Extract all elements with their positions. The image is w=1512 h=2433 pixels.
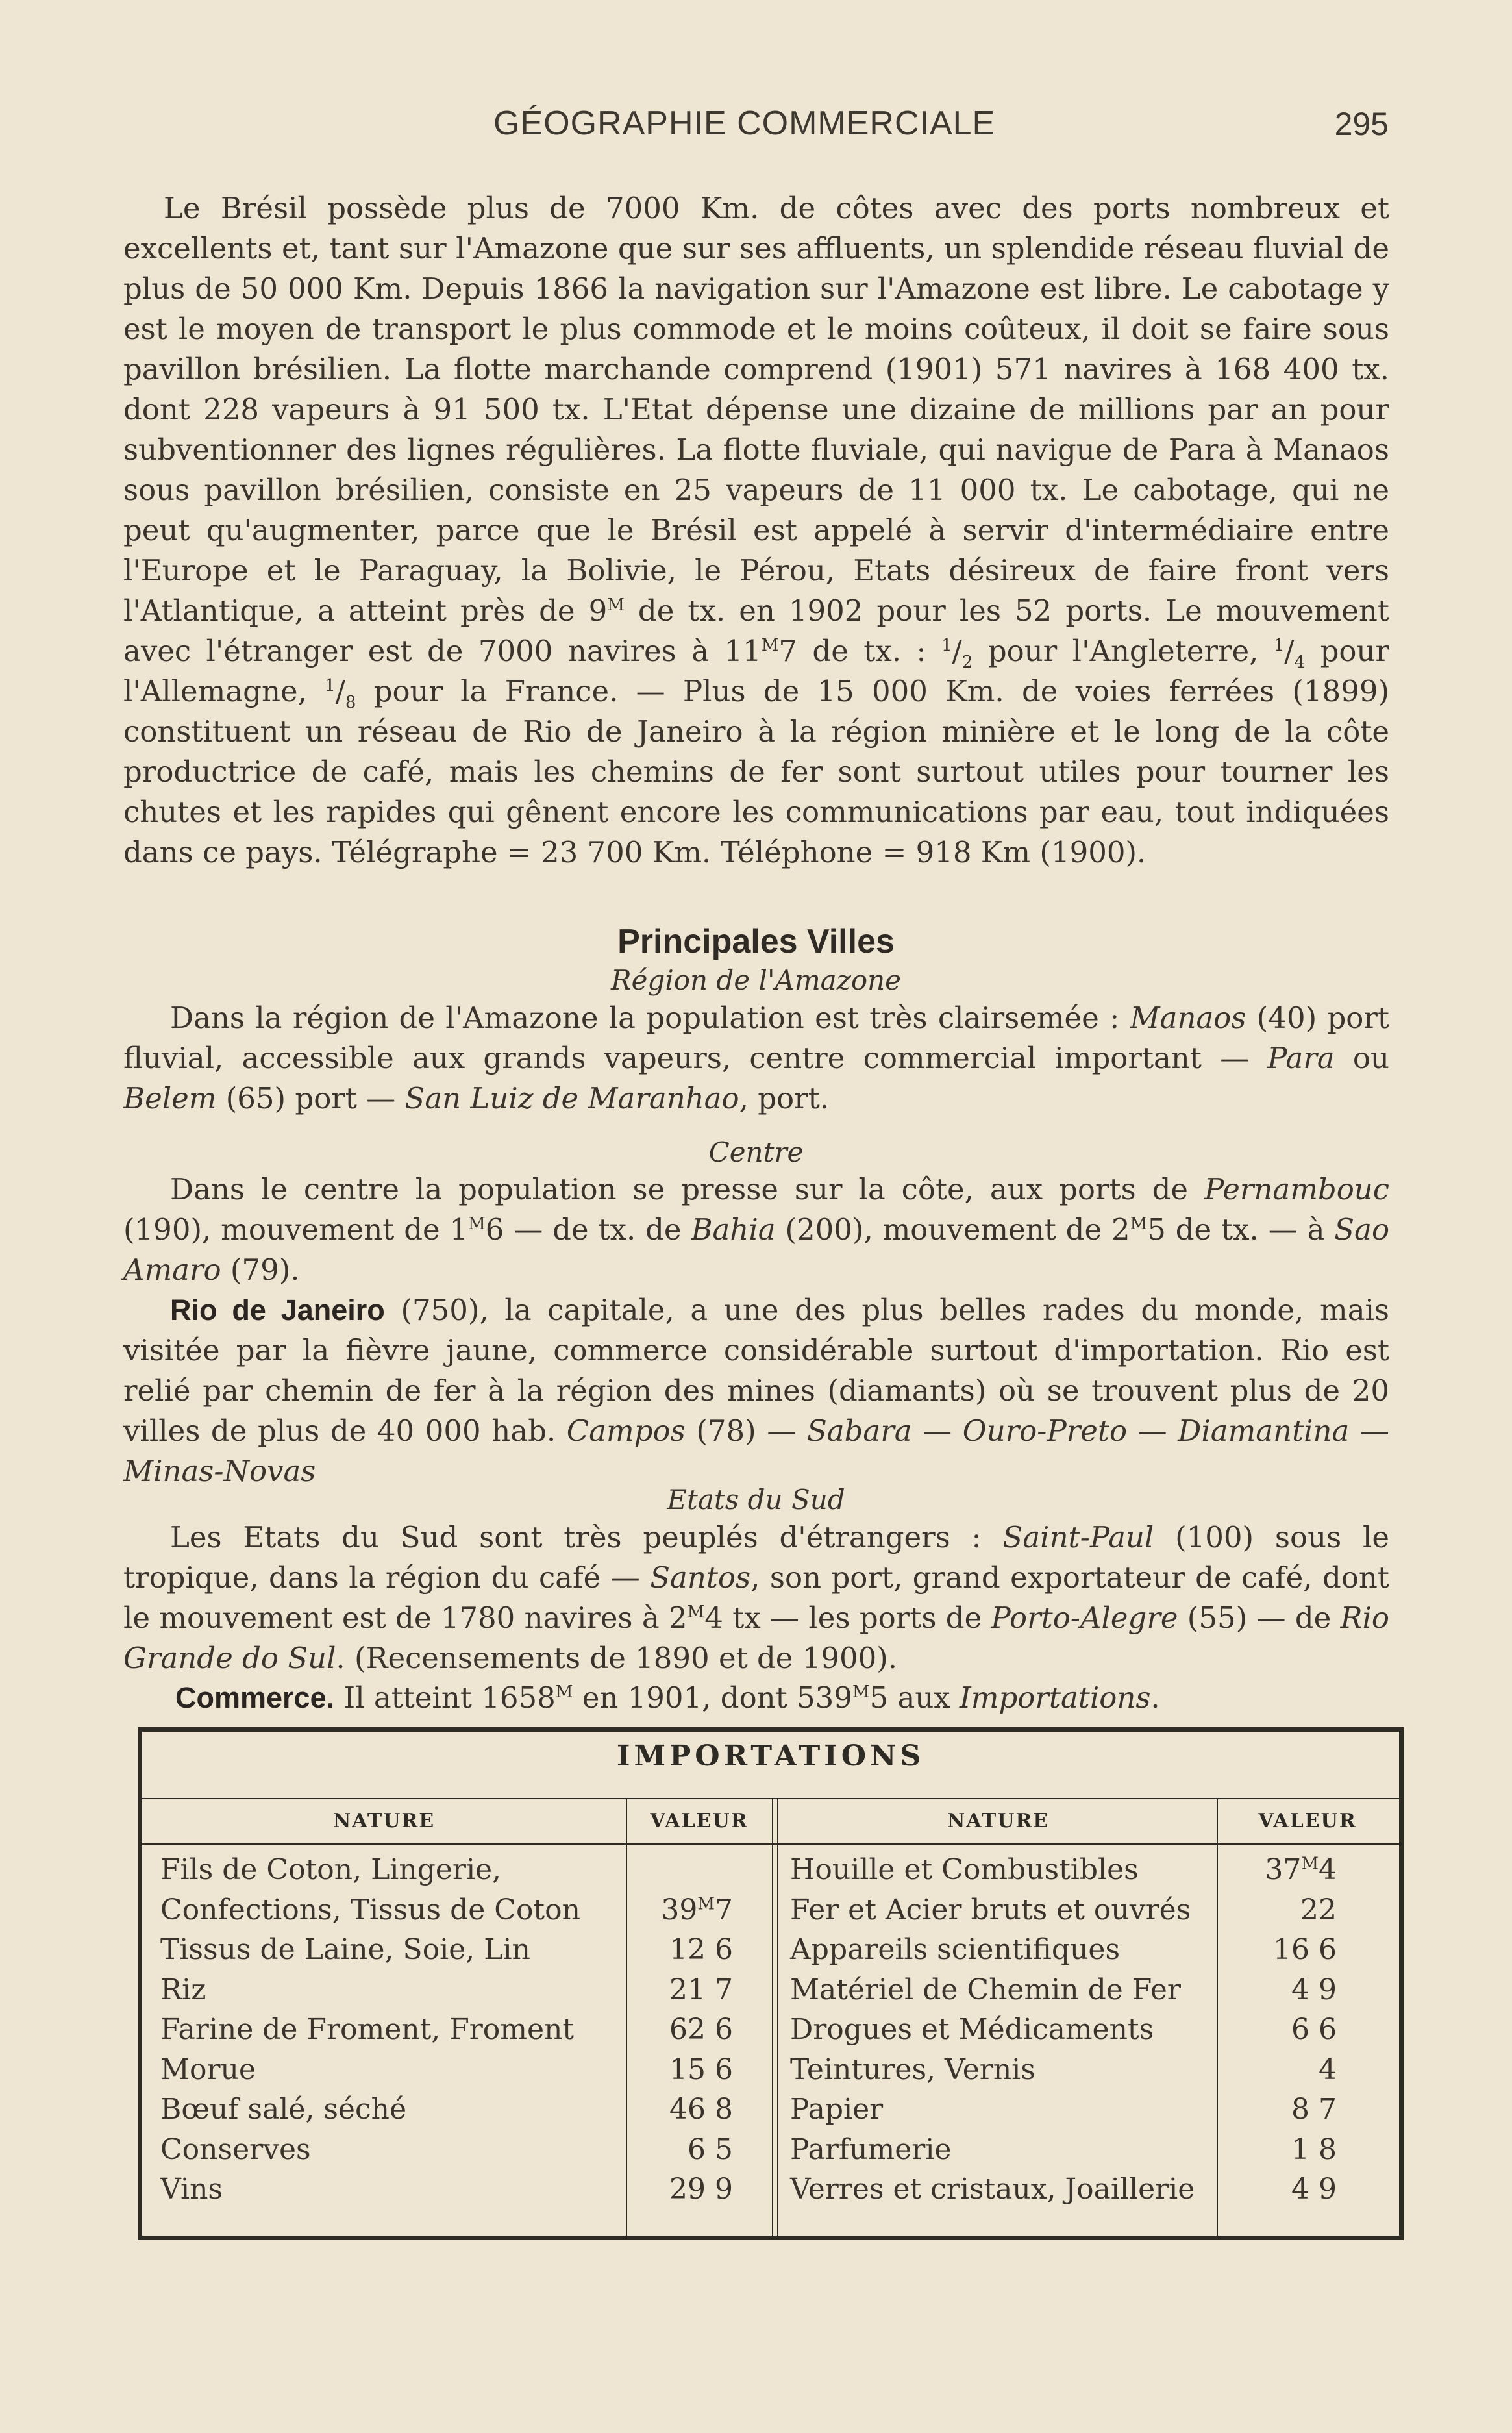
right-valeur-cell: 22 [1300, 1893, 1337, 1927]
table-row [142, 1850, 1399, 1890]
region-heading-amazone: Région de l'Amazone [610, 964, 902, 996]
right-nature-cell: Teintures, Vernis [790, 2052, 1035, 2086]
table-row [142, 1970, 1399, 2010]
left-nature-cell: Tissus de Laine, Soie, Lin [160, 1933, 530, 1966]
imports-table [138, 1727, 1404, 2240]
page-header [0, 104, 1512, 156]
right-valeur-cell: 1 8 [1291, 2132, 1337, 2166]
right-nature-cell: Fer et Acier bruts et ouvrés [790, 1893, 1191, 1927]
left-valeur-cell: 46 8 [669, 2093, 733, 2126]
left-valeur-cell: 12 6 [669, 1933, 733, 1966]
header-nature-right: NATURE [947, 1810, 1050, 1832]
right-nature-cell: Houille et Combustibles [790, 1853, 1139, 1886]
amazone-paragraph: Dans la région de l'Amazone la population est très clairsemée : Manaos (40) port fluvial, accessible aux grands vapeurs, centre commercial important — Para ou Belem (65) port — San Luiz de Maranhao, port. [123, 1001, 1389, 1116]
table-header-row [142, 1798, 1399, 1845]
left-nature-cell: Fils de Coton, Lingerie, [160, 1853, 502, 1886]
left-nature-cell: Farine de Froment, Froment [160, 2013, 575, 2046]
running-title: GÉOGRAPHIE COMMERCIALE [493, 105, 996, 142]
left-valeur-cell: 62 6 [669, 2013, 733, 2046]
right-nature-cell: Matériel de Chemin de Fer [790, 1973, 1181, 2006]
right-nature-cell: Verres et cristaux, Joaillerie [790, 2173, 1195, 2206]
right-nature-cell: Appareils scientifiques [790, 1933, 1121, 1966]
table-row [142, 2090, 1399, 2130]
table-row [142, 2130, 1399, 2170]
rio-paragraph: Rio de Janeiro (750), la capitale, a une des plus belles rades du monde, mais visitée par la fièvre jaune, commerce considérable surtout d'importation. Rio est relié par chemin de fer à la région des mines (diamants) où se trouvent plus de 20 villes de plus de 40 000 hab. Campos (78) — Sabara — Ouro-Preto — Diamantina — Minas-Novas [123, 1293, 1390, 1488]
rio-de-janeiro-label: Rio de Janeiro [170, 1293, 385, 1327]
table-body [142, 1850, 1399, 2210]
right-valeur-cell: $37^M4$ [1265, 1853, 1337, 1886]
table-row [142, 2050, 1399, 2090]
right-valeur-cell: 8 7 [1291, 2093, 1337, 2126]
table-row [142, 2169, 1399, 2210]
table-row [142, 1930, 1399, 1970]
region-heading-sud: Etats du Sud [667, 1484, 845, 1516]
page-number: 295 [1334, 106, 1389, 142]
right-valeur-cell: 16 6 [1273, 1933, 1337, 1966]
right-nature-cell: Papier [790, 2093, 884, 2126]
header-valeur-right: VALEUR [1258, 1810, 1357, 1832]
left-nature-cell: Confections, Tissus de Coton [160, 1893, 580, 1927]
right-valeur-cell: 4 [1319, 2052, 1337, 2086]
left-nature-cell: Riz [160, 1973, 206, 2006]
commerce-label: Commerce. [175, 1681, 335, 1714]
sud-paragraph: Les Etats du Sud sont très peuplés d'étrangers : Saint-Paul (100) sous le tropique, dans la région du café — Santos, son port, grand exportateur de café, dont le mouvement est de 1780 navires à $2^M4$ tx — les ports de Porto-Alegre (55) — de Rio Grande do Sul. (Recensements de 1890 et de 1900). [123, 1520, 1390, 1675]
left-nature-cell: Conserves [160, 2132, 311, 2166]
left-valeur-cell: 6 5 [688, 2132, 733, 2166]
header-valeur-left: VALEUR [650, 1810, 749, 1832]
intro-paragraph: Le Brésil possède plus de 7000 Km. de côtes avec des ports nombreux et excellents et, tant sur l'Amazone que sur ses affluents, un splendide réseau fluvial de plus de 50 000 Km. Depuis 1866 la navigation sur l'Amazone est libre. Le cabotage y est le moyen de transport le plus commode et le moins coûteux, il doit se faire sous pavillon brésilien. La flotte marchande comprend (1901) 571 navires à 168 400 tx. dont 228 vapeurs à 91 500 tx. L'Etat dépense une dizaine de millions par an pour subventionner des lignes régulières. La flotte fluviale, qui navigue de Para à Manaos sous pavillon brésilien, consiste en 25 vapeurs de 11 000 tx. Le cabotage, qui ne peut qu'augmenter, parce que le Brésil est appelé à servir d'intermédiaire entre l'Europe et le Paraguay, la Bolivie, le Pérou, Etats désireux de faire front vers l'Atlantique, a atteint près de $9^M$ de tx. en 1902 pour les 52 ports. Le mouvement avec l'étranger est de 7000 navires à $11^M7$ de tx. : $^1/_2$ pour l'Angleterre, $^1/_4$ pour l'Allemagne, $^1/_8$ pour la France. — Plus de 15 000 Km. de voies ferrées (1899) constituent un réseau de Rio de Janeiro à la région minière et le long de la côte productrice de café, mais les chemins de fer sont surtout utiles pour tourner les chutes et les rapides qui gênent encore les communications par eau, tout indiquées dans ce pays. Télégraphe = 23 700 Km. Téléphone = 918 Km (1900). [123, 191, 1390, 869]
header-nature-left: NATURE [332, 1810, 436, 1832]
section-title: Principales Villes [617, 923, 895, 960]
left-valeur-cell: 15 6 [669, 2052, 733, 2086]
right-valeur-cell: 4 9 [1291, 1973, 1337, 2006]
table-row [142, 1890, 1399, 1930]
left-valeur-cell: 29 9 [669, 2173, 733, 2206]
right-nature-cell: Parfumerie [790, 2132, 952, 2166]
right-nature-cell: Drogues et Médicaments [790, 2013, 1154, 2046]
centre-paragraph: Dans le centre la population se presse sur la côte, aux ports de Pernambouc (190), mouvement de $1^M6$ — de tx. de Bahia (200), mouvement de $2^M5$ de tx. — à Sao Amaro (79). [123, 1172, 1390, 1287]
left-nature-cell: Vins [160, 2173, 223, 2206]
region-heading-centre: Centre [708, 1136, 804, 1168]
left-nature-cell: Bœuf salé, séché [160, 2093, 406, 2126]
left-valeur-cell: $39^M7$ [661, 1893, 733, 1927]
right-valeur-cell: 6 6 [1291, 2013, 1337, 2046]
table-row [142, 2010, 1399, 2050]
right-valeur-cell: 4 9 [1291, 2173, 1337, 2206]
left-nature-cell: Morue [160, 2052, 256, 2086]
table-caption: IMPORTATIONS [616, 1740, 925, 1773]
commerce-paragraph: Commerce. Il atteint $1658^M$ en 1901, dont $539^M5$ aux Importations. [175, 1680, 1160, 1715]
left-valeur-cell: 21 7 [669, 1973, 733, 2006]
